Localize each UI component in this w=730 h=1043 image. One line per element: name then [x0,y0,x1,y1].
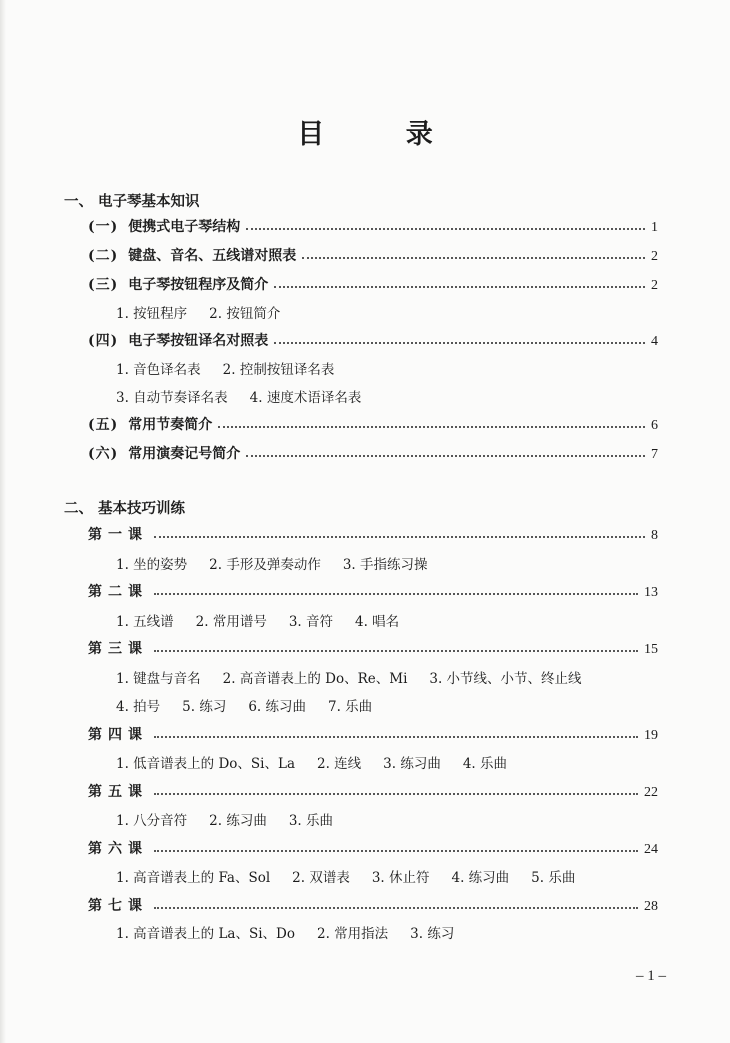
entry-number: (六) [88,446,119,462]
dot-leader [302,257,645,259]
sub-item: 1. 坐的姿势 [116,557,188,573]
entry-page: 15 [644,642,658,657]
sub-item: 3. 手指练习操 [342,557,428,573]
entry-page: 19 [644,728,658,743]
sub-items [116,809,333,829]
entry-page: 1 [651,220,658,235]
sub-item: 1. 高音谱表上的 La、Si、Do [116,926,295,942]
toc-entry [88,720,658,744]
sub-item: 4. 练习曲 [451,870,510,886]
sub-items [116,667,582,687]
toc-entry [88,520,658,544]
entry-title: 电子琴按钮译名对照表 [128,333,269,349]
entry-page: 13 [644,585,658,600]
section-heading-2: 二、 基本技巧训练 [64,500,186,517]
sub-item: 7. 乐曲 [328,699,373,715]
sub-item: 2. 双谱表 [292,870,350,886]
sub-item: 5. 练习 [182,699,227,715]
sub-item: 4. 速度术语译名表 [249,390,362,406]
toc-entry [88,212,658,236]
toc-entry [88,326,658,350]
entry-title: 第五课 [88,784,148,800]
sub-item: 4. 唱名 [355,614,400,630]
dot-leader [154,736,638,738]
toc-entry [88,777,658,801]
sub-item: 5. 乐曲 [531,870,576,886]
entry-page: 24 [644,842,658,857]
entry-title: 第七课 [88,898,148,914]
toc-entry [88,834,658,858]
sub-items [116,922,454,942]
dot-leader [154,850,638,852]
sub-item: 2. 常用谱号 [195,614,267,630]
dot-leader [218,426,645,428]
entry-page: 7 [651,447,658,462]
toc-entry [88,577,658,601]
entry-title: 常用节奏简介 [128,417,213,433]
entry-number: (四) [88,333,119,349]
sub-item: 4. 乐曲 [462,756,508,772]
entry-title: 第四课 [88,727,148,743]
entry-page: 2 [651,278,658,293]
page-number-footer: – 1 – [636,968,666,984]
dot-leader [154,650,638,652]
toc-entry [88,634,658,658]
entry-title: 第三课 [88,641,148,657]
entry-page: 4 [651,334,658,349]
sub-item: 1. 音色译名表 [116,362,201,378]
page-title: 目 录 [297,119,469,150]
entry-number: (一) [88,219,119,235]
entry-page: 2 [651,249,658,264]
sub-items [116,866,575,886]
sub-item: 1. 键盘与音名 [116,671,201,687]
sub-items [116,752,507,772]
sub-item: 4. 拍号 [116,699,161,715]
toc-entry [88,241,658,265]
sub-item: 3. 自动节奏译名表 [116,390,228,406]
entry-page: 22 [644,785,658,800]
entry-number: (五) [88,417,119,433]
sub-item: 3. 音符 [288,614,334,630]
sub-items [116,358,334,378]
entry-title: 键盘、音名、五线谱对照表 [128,248,297,264]
toc-entry [88,439,658,463]
sub-items [116,695,372,715]
entry-title: 常用演奏记号简介 [128,446,241,462]
sub-item: 3. 练习曲 [383,756,441,772]
entry-number: (三) [88,277,119,293]
sub-item: 3. 小节线、小节、终止线 [429,671,582,687]
dot-leader [154,793,638,795]
entry-page: 28 [644,899,658,914]
section-heading-1: 一、 电子琴基本知识 [64,193,200,210]
entry-title: 第六课 [88,841,148,857]
sub-item: 2. 手形及弹奏动作 [209,557,321,573]
entry-title: 电子琴按钮程序及简介 [128,277,269,293]
sub-item: 2. 控制按钮译名表 [222,362,335,378]
sub-item: 2. 连线 [317,756,362,772]
dot-leader [246,455,645,457]
page-edge-shadow [0,0,6,1043]
sub-item: 3. 练习 [410,926,455,942]
entry-number: (二) [88,248,119,264]
sub-item: 3. 休止符 [371,870,430,886]
sub-item: 2. 练习曲 [209,813,267,829]
entry-page: 6 [651,418,658,433]
dot-leader [274,342,645,344]
toc-entry [88,891,658,915]
toc-entry [88,410,658,434]
sub-items [116,386,361,406]
sub-item: 1. 按钮程序 [116,306,188,322]
sub-item: 1. 五线谱 [116,614,174,630]
dot-leader [154,907,638,909]
sub-items [116,302,280,322]
dot-leader [274,286,645,288]
sub-items [116,553,428,573]
entry-page: 8 [651,528,658,543]
dot-leader [246,228,645,230]
sub-item: 1. 高音谱表上的 Fa、Sol [116,870,271,886]
sub-item: 1. 低音谱表上的 Do、Si、La [116,756,295,772]
dot-leader [154,536,645,538]
dot-leader [154,593,638,595]
sub-item: 2. 常用指法 [317,926,389,942]
toc-entry [88,270,658,294]
sub-item: 3. 乐曲 [288,813,334,829]
sub-item: 2. 按钮简介 [209,306,281,322]
sub-item: 1. 八分音符 [116,813,188,829]
sub-item: 2. 高音谱表上的 Do、Re、Mi [222,671,408,687]
sub-item: 6. 练习曲 [248,699,307,715]
entry-title: 便携式电子琴结构 [128,219,241,235]
entry-title: 第一课 [88,527,148,543]
sub-items [116,610,399,630]
entry-title: 第二课 [88,584,148,600]
